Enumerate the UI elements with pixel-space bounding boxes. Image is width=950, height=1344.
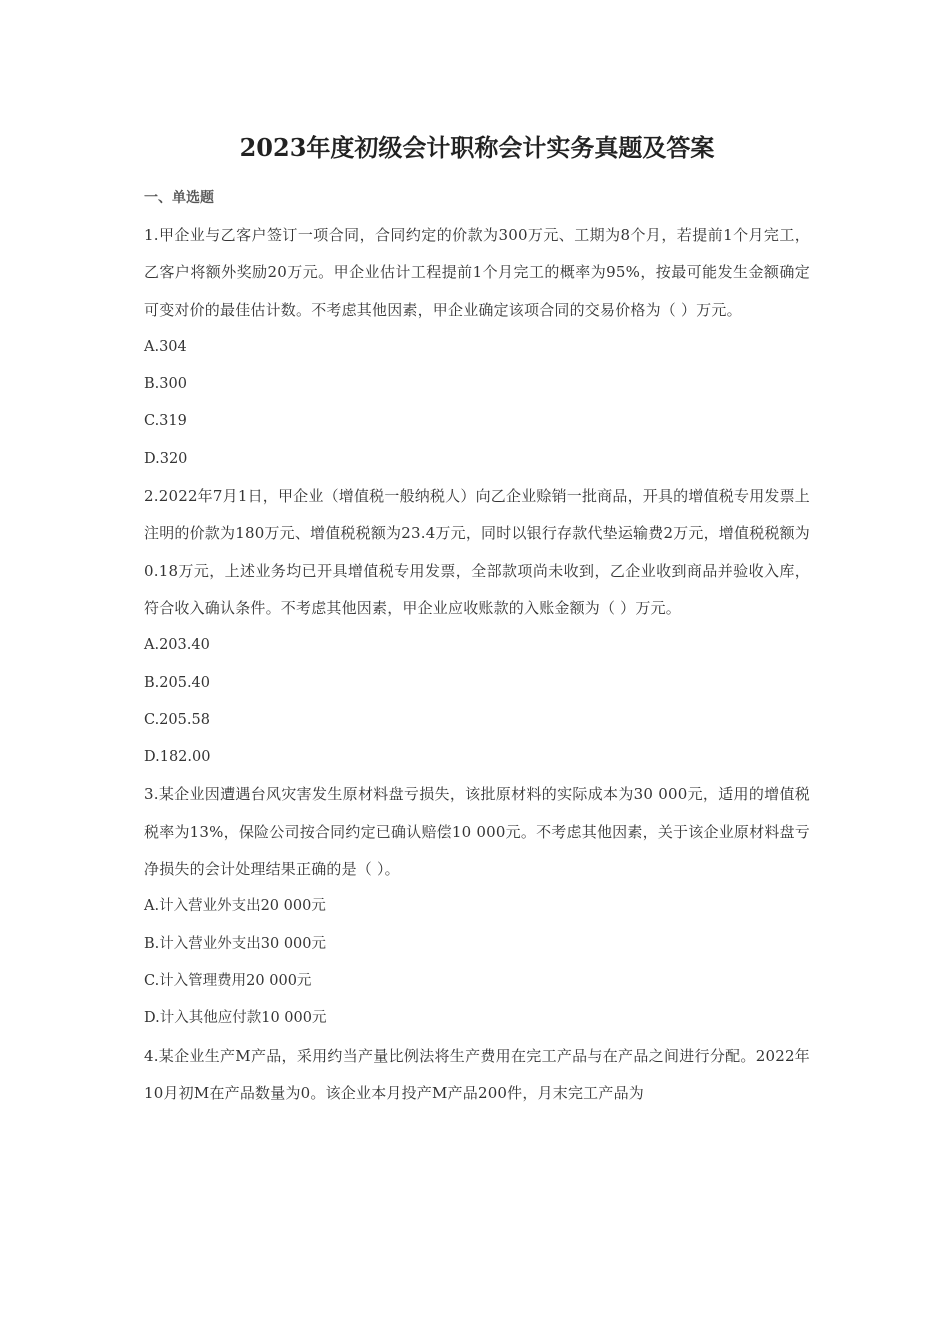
question-3 <box>144 776 810 1037</box>
question-1-option-d: D.320 <box>144 450 188 467</box>
question-3-option-a: A.计入营业外支出20 000元 <box>144 898 326 915</box>
question-2-option-b: B.205.40 <box>144 674 211 691</box>
question-2-stem: 2.2022年7月1日，甲企业（增值税一般纳税人）向乙企业赊销一批商品，开具的增值税专用发票上注明的价款为180万元、增值税税额为23.4万元，同时以银行存款代垫运输费2万元，增值税税额为0.18万元，上述业务均已开具增值税专用发票，全部款项尚未收到，乙企业收到商品并验收入库，符合收入确认条件。不考虑其他因素，甲企业应收账款的入账金额为（ ）万元。 <box>144 487 810 617</box>
question-1-option-b: B.300 <box>144 376 187 393</box>
question-3-option-b: B.计入营业外支出30 000元 <box>144 935 326 952</box>
document-title: 2023年度初级会计职称会计实务真题及答案 <box>239 133 715 162</box>
question-2-option-d: D.182.00 <box>144 749 211 766</box>
question-2 <box>144 478 810 776</box>
question-1 <box>144 217 810 478</box>
question-3-option-c: C.计入管理费用20 000元 <box>144 972 312 989</box>
question-3-option-d: D.计入其他应付款10 000元 <box>144 1010 327 1027</box>
question-2-option-c: C.205.58 <box>144 711 210 728</box>
question-4-stem: 4.某企业生产M产品，采用约当产量比例法将生产费用在完工产品与在产品之间进行分配。2022年10月初M在产品数量为0。该企业本月投产M产品200件，月末完工产品为 <box>144 1046 810 1102</box>
document-page <box>144 128 810 1112</box>
question-1-stem: 1.甲企业与乙客户签订一项合同，合同约定的价款为300万元、工期为8个月，若提前1个月完工，乙客户将额外奖励20万元。甲企业估计工程提前1个月完工的概率为95%，按最可能发生金额确定可变对价的最佳估计数。不考虑其他因素，甲企业确定该项合同的交易价格为（ ）万元。 <box>144 226 810 319</box>
question-1-option-a: A.304 <box>144 338 187 355</box>
question-2-option-a: A.203.40 <box>144 637 210 654</box>
question-1-option-c: C.319 <box>144 413 187 430</box>
question-4 <box>144 1038 810 1113</box>
section-heading: 一、单选题 <box>144 190 214 206</box>
question-3-stem: 3.某企业因遭遇台风灾害发生原材料盘亏损失，该批原材料的实际成本为30 000元，适用的增值税税率为13%，保险公司按合同约定已确认赔偿10 000元。不考虑其他因素，关于该企业原材料盘亏净损失的会计处理结果正确的是（ ）。 <box>144 785 810 879</box>
